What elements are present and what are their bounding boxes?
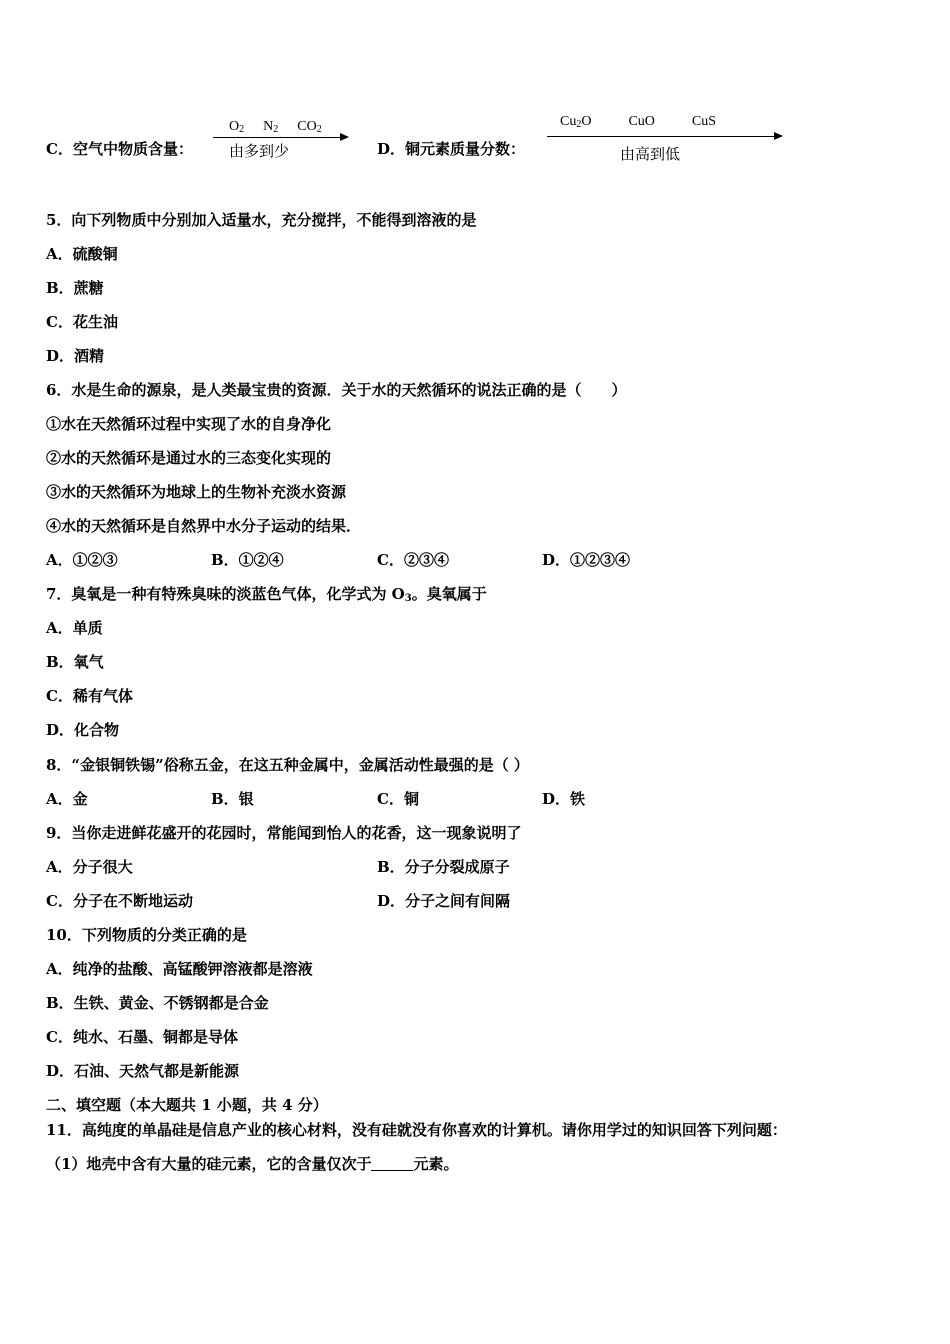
q11-stem: 11．高纯度的单晶硅是信息产业的核心材料，没有硅就没有你喜欢的计算机。请你用学过的知识回答下列问题： — [46, 1121, 787, 1139]
q4-d-arrow-line — [547, 136, 775, 137]
q9-option-a: A．分子很大 — [46, 858, 133, 876]
q4-d-item-cu2o: $Cu_2O$ — [560, 114, 592, 130]
q7-option-a: A．单质 — [46, 619, 103, 637]
q4-c-item-n2: $N_2$ — [263, 119, 279, 135]
q4-d-arrow-head — [774, 132, 783, 140]
q6-option-c: C．②③④ — [377, 551, 449, 569]
q9-stem: 9．当你走进鲜花盛开的花园时，常能闻到怡人的花香，这一现象说明了 — [46, 824, 522, 842]
q4-c-item-o2: $O_2$ — [229, 119, 245, 135]
q6-statement-3: ③水的天然循环为地球上的生物补充淡水资源 — [46, 483, 347, 501]
q8-option-c: C．铜 — [377, 790, 419, 808]
section-heading-fill-in: 二、填空题（本大题共 1 小题，共 4 分） — [46, 1096, 328, 1114]
q10-option-c: C．纯水、石墨、铜都是导体 — [46, 1028, 238, 1046]
q6-statement-2: ②水的天然循环是通过水的三态变化实现的 — [46, 449, 332, 467]
q4-option-d-label: D．铜元素质量分数： — [377, 140, 526, 158]
q4-c-arrow-head — [340, 133, 349, 141]
q11-part1: （1）地壳中含有大量的硅元素，它的含量仅次于 元素。 — [46, 1155, 459, 1173]
q4-d-item-cus: CuS — [691, 114, 717, 129]
q5-option-d: D．酒精 — [46, 347, 105, 365]
q5-option-a: A．硫酸铜 — [46, 245, 118, 263]
q6-statement-4: ④水的天然循环是自然界中水分子运动的结果． — [46, 517, 362, 535]
q4-c-arrow-caption: 由多到少 — [229, 144, 290, 160]
q4-d-item-cuo: CuO — [628, 114, 655, 129]
q10-option-b: B．生铁、黄金、不锈钢都是合金 — [46, 994, 269, 1012]
q10-stem: 10．下列物质的分类正确的是 — [46, 926, 247, 944]
q9-option-c: C．分子在不断地运动 — [46, 892, 193, 910]
q7-option-c: C．稀有气体 — [46, 687, 133, 705]
q4-d-arrow-items — [560, 112, 716, 135]
q8-option-d: D．铁 — [542, 790, 586, 808]
q5-stem: 5．向下列物质中分别加入适量水，充分搅拌，不能得到溶液的是 — [46, 211, 477, 229]
q10-option-d: D．石油、天然气都是新能源 — [46, 1062, 240, 1080]
q7-option-b: B．氧气 — [46, 653, 104, 671]
q8-stem: 8．“金银铜铁锡”俗称五金，在这五种金属中，金属活动性最强的是（ ） — [46, 756, 529, 774]
q8-option-b: B．银 — [211, 790, 254, 808]
q6-statement-1: ①水在天然循环过程中实现了水的自身净化 — [46, 415, 332, 433]
q6-option-d: D．①②③④ — [542, 551, 631, 569]
q4-d-arrow-caption: 由高到低 — [620, 147, 681, 163]
q8-option-a: A．金 — [46, 790, 88, 808]
q7-stem: 7．臭氧是一种有特殊臭味的淡蓝色气体，化学式为 $O_3$。臭氧属于 — [46, 585, 487, 604]
q6-option-a: A．①②③ — [46, 551, 118, 569]
q6-option-b: B．①②④ — [211, 551, 284, 569]
q5-option-b: B．蔗糖 — [46, 279, 104, 297]
q4-c-item-co2: $CO_2$ — [297, 119, 322, 135]
q7-option-d: D．化合物 — [46, 721, 120, 739]
q5-option-c: C．花生油 — [46, 313, 118, 331]
q11-part1-blank[interactable] — [371, 1156, 413, 1171]
q6-stem: 6．水是生命的源泉，是人类最宝贵的资源．关于水的天然循环的说法正确的是（ ） — [46, 381, 627, 399]
q4-option-c-label: C．空气中物质含量： — [46, 140, 193, 158]
q9-option-b: B．分子分裂成原子 — [377, 858, 510, 876]
q9-option-d: D．分子之间有间隔 — [377, 892, 511, 910]
q4-c-arrow-line — [213, 137, 341, 138]
q10-option-a: A．纯净的盐酸、高锰酸钾溶液都是溶液 — [46, 960, 313, 978]
